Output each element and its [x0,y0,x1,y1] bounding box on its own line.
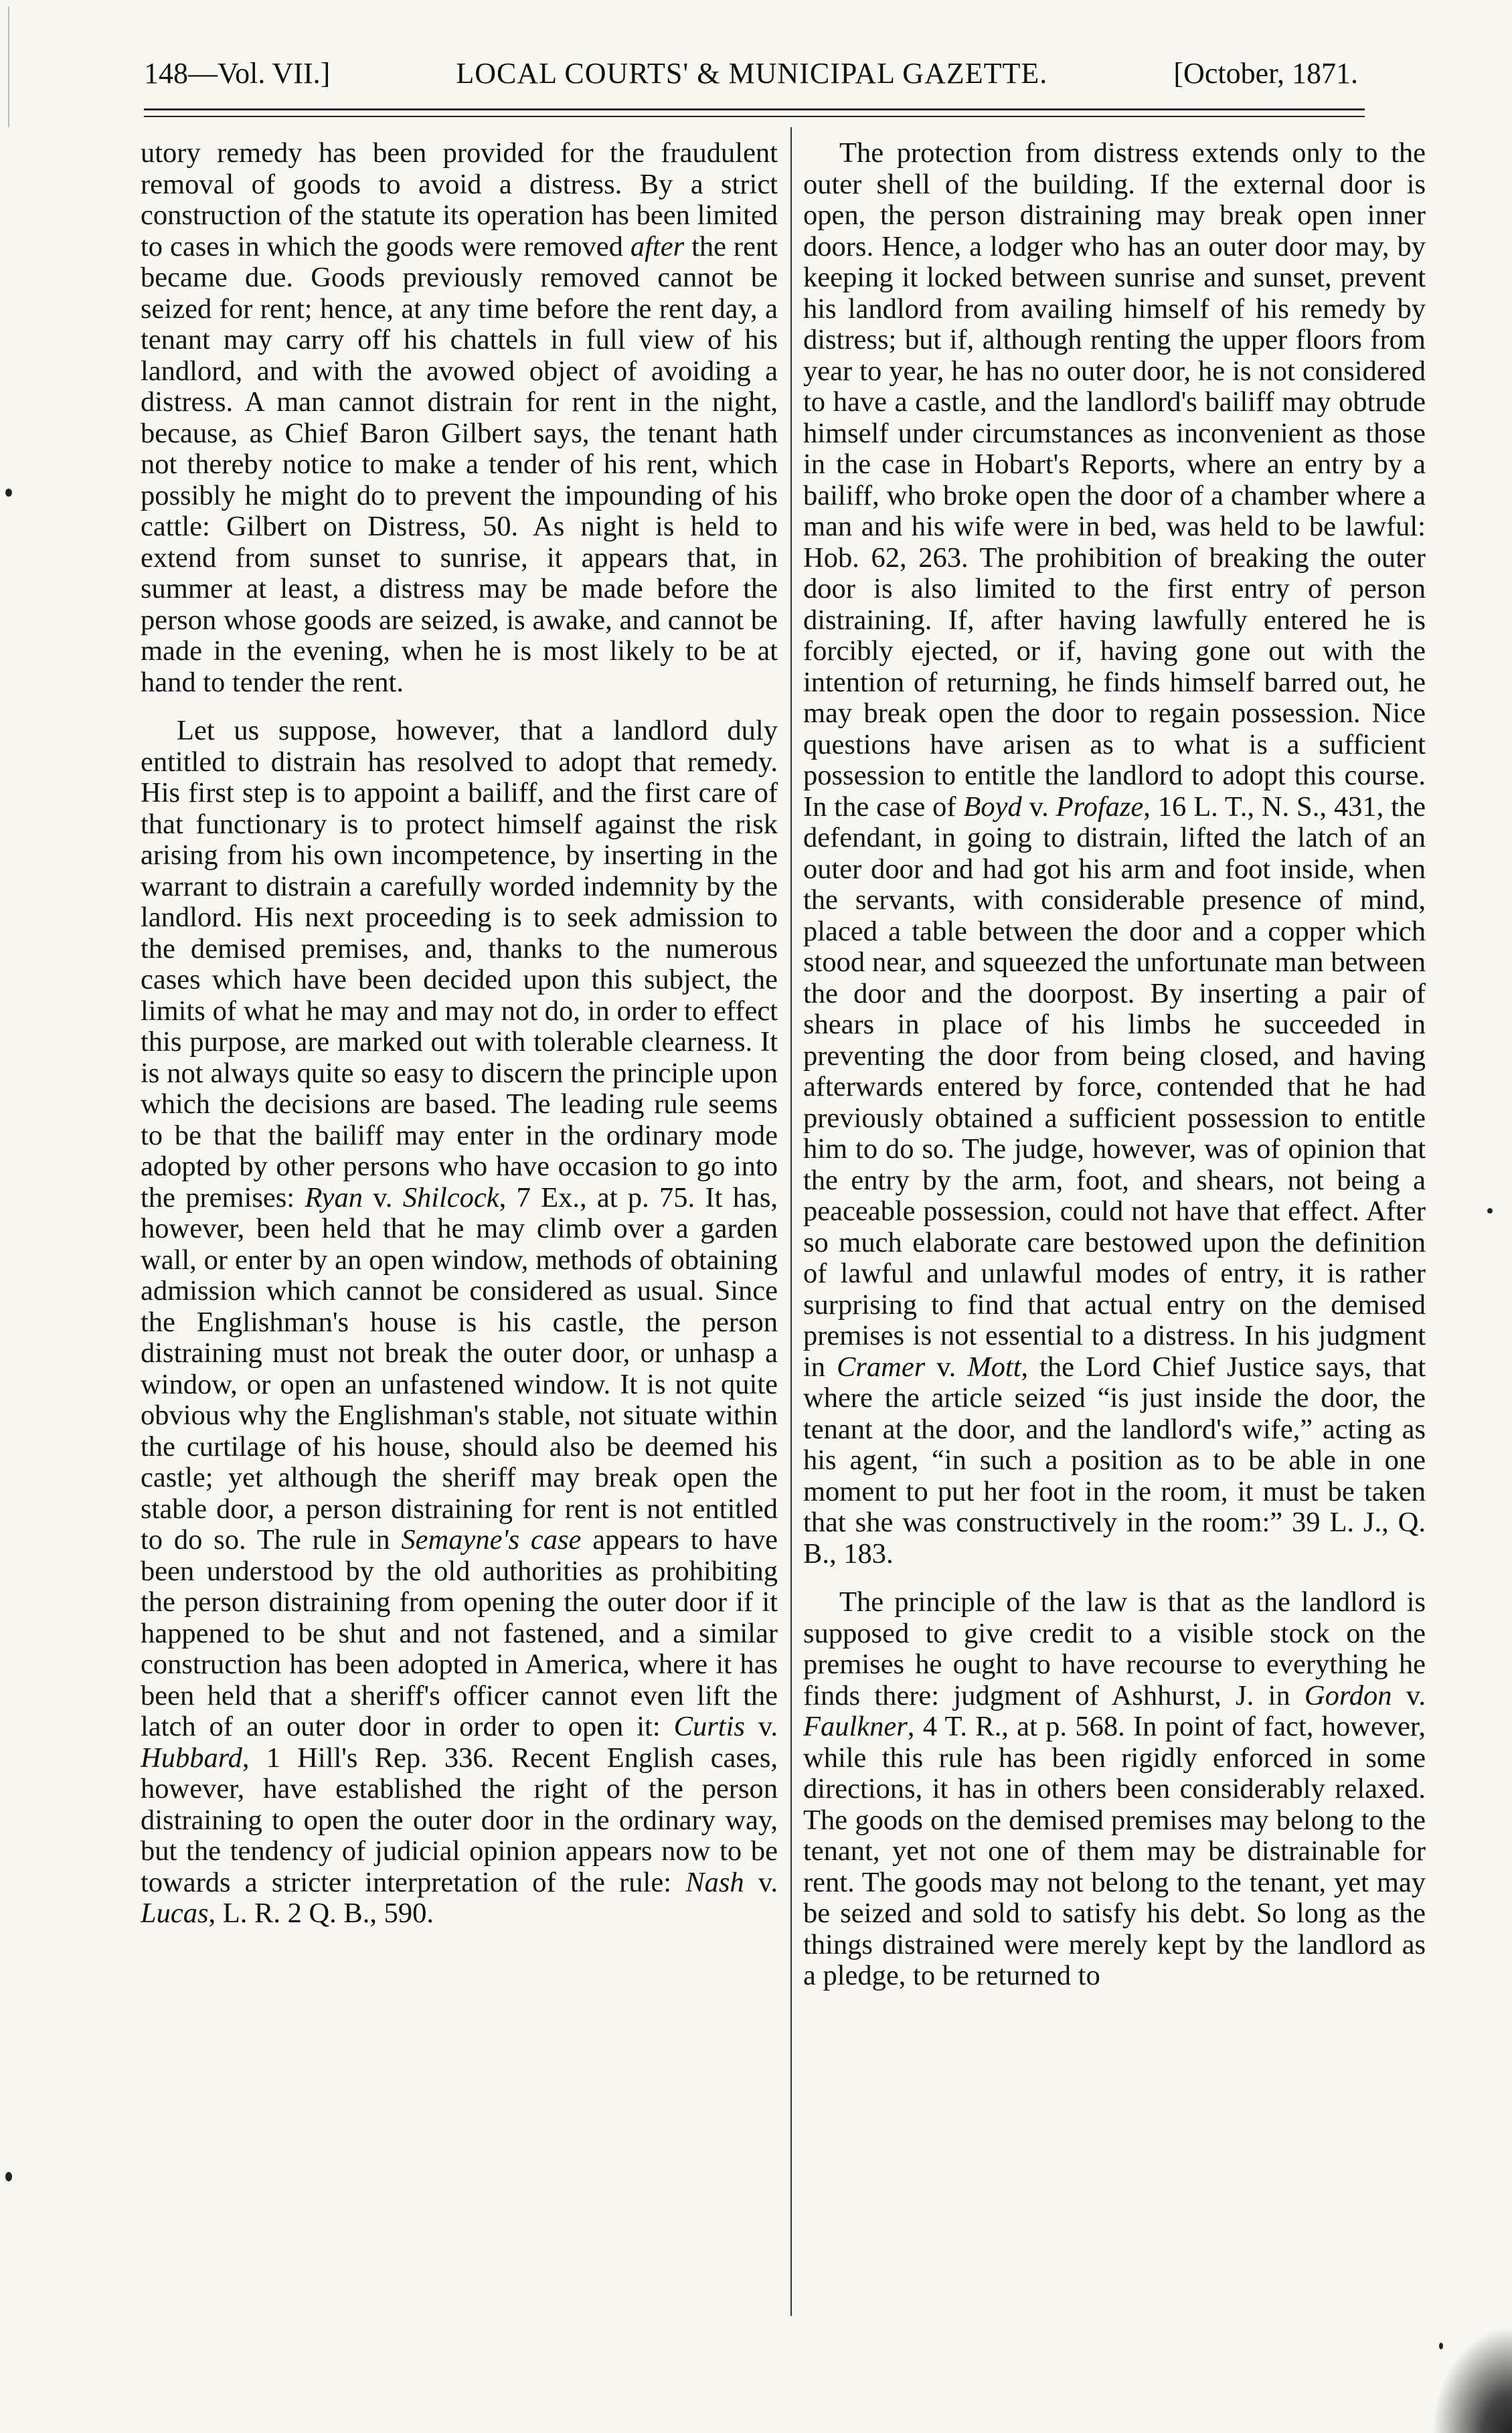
right-paragraph-1 [803,138,1426,1570]
versus: v. [1392,1679,1426,1711]
versus: v. [1021,790,1056,823]
left-paragraph-1 [141,138,778,698]
text-run: The principle of the law is that as the landlord is supposed to give credit to a visible stock on the premises he ought to have recourse to everything he finds there: judgment of Ashhurst, J. in [803,1586,1426,1711]
case-name: Gordon [1304,1679,1392,1711]
header-rule-top [144,108,1365,110]
case-name: Cramer [837,1351,926,1383]
case-name: Semayne's case [401,1524,582,1556]
text-run: , 7 Ex., at p. 75. It has, however, been held that he may climb over a garden wall, or enter by an open window, methods of obtaining admission which cannot be considered as usual. Since the Englishman's house is his castle, the person distraining must not break the outer door, or unhasp a window, or open an unfastened window. It is not quite obvious why the Englishman's stable, not situate within the curtilage of his house, should also be deemed his castle; yet although the sheriff may break open the stable door, a person distraining for rent is not entitled to do so. The rule in [141,1181,778,1556]
right-paragraph-2 [803,1587,1426,1992]
text-run: appears to have been understood by the old authorities as prohibiting the person distraining from opening the outer door if it happened to be shut and not fastened, and a similar construction has been adopted in America, where it has been held that a sheriff's officer cannot even lift the latch of an outer door in order to open it: [141,1524,778,1742]
text-run: Let us suppose, however, that a landlord duly entitled to distrain has resolved to adopt that remedy. His first step is to appoint a bailiff, and the first care of that functionary is to protect himself against the risk arising from his own incompetence, by inserting in the warrant to distrain a carefully worded indemnity by the landlord. His next proceeding is to seek admission to the demised premises, and, thanks to the numerous cases which have been decided upon this subject, the limits of what he may and may not do, in order to effect this purpose, are marked out with tolerable clearness. It is not always quite so easy to discern the principle upon which the decisions are based. The leading rule seems to be that the bailiff may enter in the ordinary mode adopted by other persons who have occasion to go into the premises: [141,715,778,1213]
right-column [803,138,1426,1992]
case-name: Ryan [305,1181,363,1213]
margin-speck [5,489,12,497]
binding-margin-line [8,7,9,127]
case-name: Hubbard [141,1742,242,1774]
text-run: , L. R. 2 Q. B., 590. [208,1898,434,1929]
text-run: , 4 T. R., at p. 568. In point of fact, however, while this rule has been rigidly enforced in some directions, it has in others been considerably relaxed. The goods on the demised premises may belong to the tenant, yet not one of them may be distrainable for rent. The goods may not belong to the tenant, yet may be seized and sold to satisfy his debt. So long as the things distrained were merely kept by the landlord as a pledge, to be returned to [803,1711,1426,1991]
case-name: Lucas [141,1898,209,1929]
case-name: Curtis [673,1711,745,1742]
versus: v. [744,1866,778,1898]
emphasis-after: after [630,230,685,262]
text-run: The protection from distress extends only to the outer shell of the building. If the external door is open, the person distraining may break open inner doors. Hence, a lodger who has an outer door may, by keeping it locked between sunrise and sunset, prevent his landlord from availing himself of his remedy by distress; but if, although renting the upper floors from year to year, he has no outer door, he is not considered to have a castle, and the landlord's bailiff may obtrude himself under circumstances as inconvenient as those in the case in Hobart's Reports, where an entry by a bailiff, who broke open the door of a chamber where a man and his wife were in bed, was held to be lawful: Hob. 62, 263. The prohibition of breaking the outer door is also limited to the first entry of person distraining. If, after having lawfully entered he is forcibly ejected, or if, having gone out with the intention of returning, he finds himself barred out, he may break open the door to regain possession. Nice questions have arisen as to what is a sufficient possession to entitle the landlord to adopt this course. In the case of [803,137,1426,823]
case-name: Profaze [1056,790,1144,823]
versus: v. [925,1351,968,1383]
versus: v. [362,1181,403,1213]
case-name: Nash [685,1866,744,1898]
corner-stain [1432,2326,1512,2433]
versus: v. [744,1711,778,1742]
margin-speck [5,2172,12,2181]
case-name: Boyd [963,790,1022,823]
left-paragraph-2 [141,716,778,1930]
case-name: Mott [967,1351,1021,1383]
text-run: , 16 L. T., N. S., 431, the defendant, in going to distrain, lifted the latch of an outer door and had got his arm and foot inside, when the servants, with considerable presence of mind, placed a table between the door and a copper which stood near, and squeezed the unfortunate man between the door and the doorpost. By inserting a pair of shears in place of his limbs he succeeded in preventing the door from being closed, and having afterwards entered by force, contended that he had previously obtained a sufficient possession to entitle him to do so. The judge, however, was of opinion that the entry by the arm, foot, and shears, not being a peaceable possession, could not have that effect. After so much elaborate care bestowed upon the definition of lawful and unlawful modes of entry, it is rather surprising to find that actual entry on the demised premises is not essential to a distress. In his judgment in [803,790,1426,1383]
margin-speck [1487,1208,1493,1213]
case-name: Faulkner [803,1711,908,1742]
left-column [141,138,778,1930]
case-name: Shilcock [402,1181,499,1213]
text-run: , the Lord Chief Justice says, that where the article seized “is just inside the door, the tenant at the door, and the landlord's wife,” acting as his agent, “in such a position as to be able in one moment to put her foot in the room, it must be taken that she was constructively in the room:” 39 L. J., Q. B., 183. [803,1351,1426,1570]
column-divider [790,127,792,2316]
page-volume-reference: 148—Vol. VII.] [144,57,331,90]
text-run: utory remedy has been provided for the fraudulent removal of goods to avoid a distress. By a strict construction of the statute its operation has been limited to cases in which the goods were removed [141,137,778,262]
text-run: the rent became due. Goods previously removed cannot be seized for rent; hence, at any time before the rent day, a tenant may carry off his chattels in full view of his landlord, and with the avowed object of avoiding a distress. A man cannot distrain for rent in the night, because, as Chief Baron Gilbert says, the tenant hath not thereby notice to make a tender of his rent, which possibly he might do to prevent the impounding of his cattle: Gilbert on Distress, 50. As night is held to extend from sunset to sunrise, it appears that, in summer at least, a distress may be made before the person whose goods are seized, is awake, and cannot be made in the evening, when he is most likely to be at hand to tender the rent. [141,230,778,698]
publication-title: LOCAL COURTS' & MUNICIPAL GAZETTE. [456,57,1048,90]
page-header [144,55,1358,95]
issue-date: [October, 1871. [1173,57,1358,90]
header-rule-bottom [144,116,1365,117]
text-run: , 1 Hill's Rep. 336. Recent English cases, however, have established the right of the person distraining to open the outer door in the ordinary way, but the tendency of judicial opinion appears now to be towards a stricter interpretation of the rule: [141,1742,778,1898]
